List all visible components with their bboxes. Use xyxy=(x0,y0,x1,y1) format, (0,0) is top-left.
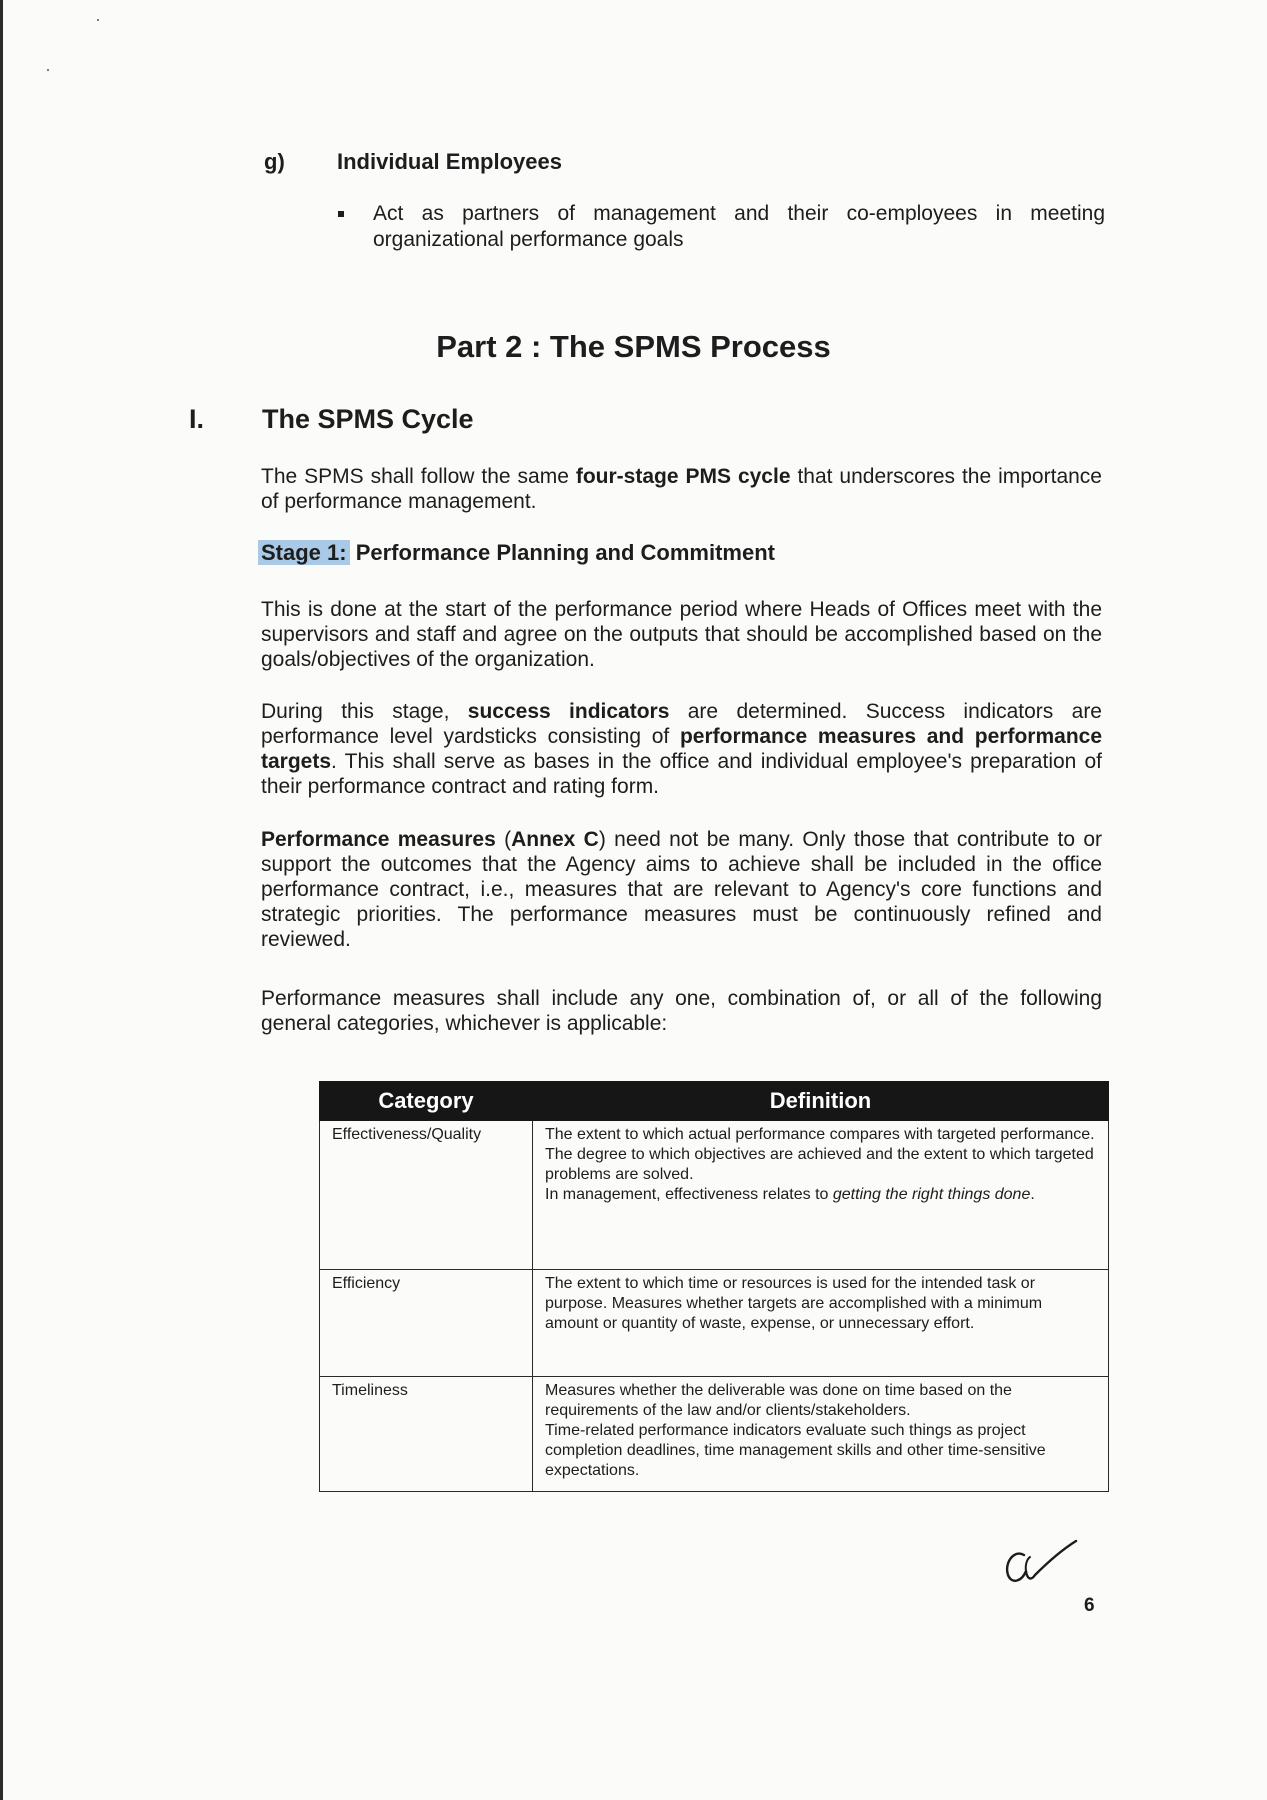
performance-measures-paragraph: Performance measures (Annex C) need not be many. Only those that contribute to or support the outcomes that the Agency aims to achieve shall be included in the office performance contract, i.e., measures that are relevant to Agency's core functions and strategic priorities. The performance measures must be continuously refined and reviewed. xyxy=(261,828,1102,951)
handwritten-initials xyxy=(1000,1535,1080,1595)
section-g-title: Individual Employees xyxy=(337,149,562,174)
bullet-icon xyxy=(338,211,344,217)
table-row xyxy=(320,1121,1109,1270)
scan-edge xyxy=(0,0,3,1800)
definition-cell: The extent to which actual performance compares with targeted performance. The degree to which objectives are achieved and the extent to which targeted problems are solved. In management, effectiveness relates to getting the right things done. xyxy=(533,1121,1109,1270)
table-row xyxy=(320,1270,1109,1377)
section-g-label: g) xyxy=(264,149,285,174)
part-title: Part 2 : The SPMS Process xyxy=(436,329,831,364)
table-header-row xyxy=(320,1082,1109,1121)
scan-speck xyxy=(47,69,49,71)
section-title: The SPMS Cycle xyxy=(262,404,474,434)
category-cell: Efficiency xyxy=(320,1270,533,1377)
table-row xyxy=(320,1377,1109,1492)
stage-description-paragraph: This is done at the start of the performance period where Heads of Offices meet with the supervisors and staff and agree on the outputs that should be accomplished based on the goals/objectives of the organization. xyxy=(261,598,1102,671)
stage-heading xyxy=(261,540,775,566)
intro-paragraph: The SPMS shall follow the same four-stage PMS cycle that underscores the importance of performance management. xyxy=(261,465,1102,513)
categories-intro-paragraph: Performance measures shall include any one, combination of, or all of the following general categories, whichever is applicable: xyxy=(261,987,1102,1035)
stage-title: Performance Planning and Commitment xyxy=(349,540,775,565)
category-cell: Timeliness xyxy=(320,1377,533,1492)
performance-categories-table xyxy=(319,1081,1109,1492)
category-cell: Effectiveness/Quality xyxy=(320,1121,533,1270)
section-number: I. xyxy=(189,404,205,434)
scan-speck xyxy=(97,19,99,21)
definition-cell: Measures whether the deliverable was done on time based on the requirements of the law and/or clients/stakeholders. Time-related performance indicators evaluate such things as project completion deadlines, time management skills and other time-sensitive expectations. xyxy=(533,1377,1109,1492)
column-header-category: Category xyxy=(320,1082,533,1121)
column-header-definition: Definition xyxy=(533,1082,1109,1121)
success-indicators-paragraph: During this stage, success indicators are determined. Success indicators are performance level yardsticks consisting of performance measures and performance targets. This shall serve as bases in the office and individual employee's preparation of their performance contract and rating form. xyxy=(261,700,1102,798)
definition-cell: The extent to which time or resources is used for the intended task or purpose. Measures whether targets are accomplished with a minimum amount or quantity of waste, expense, or unnecessary effort. xyxy=(533,1270,1109,1377)
stage-label-highlight: Stage 1: xyxy=(258,540,350,565)
section-g-bullet-text: Act as partners of management and their co-employees in meeting organizational performance goals xyxy=(373,202,1105,251)
page-number: 6 xyxy=(1084,1595,1095,1616)
section-g-bullet xyxy=(335,201,1105,253)
